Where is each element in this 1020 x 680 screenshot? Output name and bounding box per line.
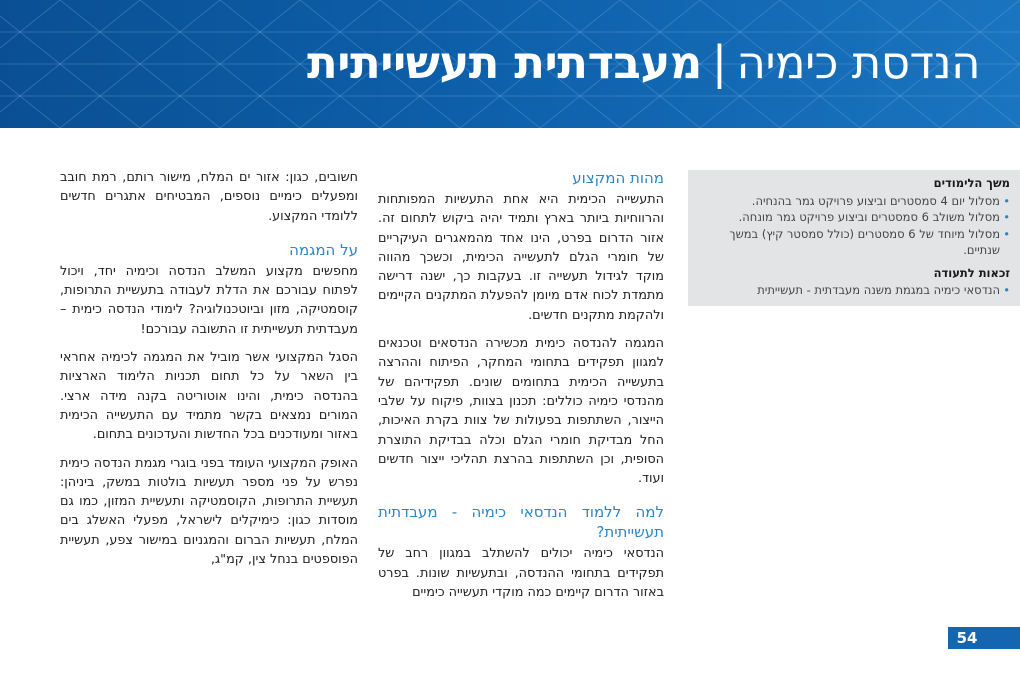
list-item: • מסלול יום 4 סמסטרים וביצוע פרויקט גמר בהנחיה.	[698, 193, 1010, 210]
middle-column	[378, 168, 664, 611]
paragraph: מחפשים מקצוע המשלב הנדסה וכימיה יחד, ויכול לפתוח עבורכם את הדלת לעבודה בתעשיית התרופות, קוסמטיקה, מזון וביוטכנולוגיה? לימודי הנדסה כימית – מעבדתית תעשייתית זו התשובה עבורכם!	[60, 263, 358, 337]
page-title	[307, 28, 980, 98]
title-light: הנדסת כימיה	[736, 36, 980, 89]
list-item: • מסלול משולב 6 סמסטרים וביצוע פרויקט גמר מונחה.	[698, 209, 1010, 226]
list-item: • מסלול מיוחד של 6 סמסטרים (כולל סמסטר קיץ) במשך שנתיים.	[698, 226, 1010, 259]
section-heading-profession: מהות המקצוע	[572, 169, 664, 187]
list-item: • הנדסאי כימיה במגמת משנה מעבדתית - תעשייתית	[698, 282, 1010, 299]
section-heading-why-study: למה ללמוד הנדסאי כימיה - מעבדתית תעשייתית?	[378, 503, 664, 542]
paragraph: האופק המקצועי העומד בפני בוגרי מגמת הנדסה כימית נפרש על פני מספר תעשיות בולטות במשק, ביניהן: תעשיית התרופות, הקוסמטיקה ותעשיית המזון, כמו גם מוסדות כגון: כימיקלים לישראל, מפעלי האשלג בים המלח, תעשיות הברום והמגניום במישור צפע, תעשיית הפוספטים בנחל צין, קמ"ג,	[60, 455, 358, 568]
paragraph: התעשייה הכימית היא אחת התעשיות המפותחות והרווחיות ביותר בארץ ותמיד יהיה ביקוש לתחום זה. אזור הדרום בפרט, הינו אחד מהמאגרים העיקריים של חומרי הגלם לתעשייה הכימית, וכשכך מהווה מוקד לגידול תעשייה זו. בעקבות כך, ישנה דרישה מתמדת לכוח אדם מיומן להפעלת המתקנים הקיימים ולהקמת מתקנים חדשים.	[378, 192, 664, 323]
paragraph-continued: חשובים, כגון: אזור ים המלח, מישור רותם, רמת חובב ומפעלים כימיים נוספים, המבטיחים אתגרים חדשים ללומדי המקצוע.	[60, 170, 358, 224]
paragraph: הסגל המקצועי אשר מוביל את המגמה לכימיה אחראי בין השאר על כל תחום תכניות הלימוד הארציות בהנדסה כימית, והינו אוטוריטה בקנה מידה ארצי. המורים נמצאים בקשר מתמיד עם התעשייה הכימית באזור ומעודכנים בכל החדשות והעדכונים בתחום.	[60, 350, 358, 443]
page-number-bar	[986, 627, 1020, 649]
section-heading-about-track: על המגמה	[289, 240, 358, 259]
title-separator: |	[711, 36, 727, 89]
title-bold: מעבדתית תעשייתית	[306, 36, 702, 89]
left-column	[60, 168, 358, 578]
paragraph: המגמה להנדסה כימית מכשירה הנדסאים וטכנאים למגוון תפקידים בתחומי המחקר, הפיתוח וההרצה בתעשייה הכימית בתחומים שונים. תפקידיהם של מהנדסי כימיה כוללים: תכנון בצוות, פיקוח על שלבי הייצור, השתתפות בפעולות של צוות בקרת האיכות, החל מבדיקת חומרי הגלם וכלה בבדיקת התוצרת הסופית, וכן השתתפות בהרצת תהליכי ייצור חדשים ועוד.	[378, 336, 664, 487]
certificate-list	[698, 282, 1010, 299]
info-box	[688, 170, 1020, 306]
duration-list	[698, 193, 1010, 259]
page-number: 54	[948, 627, 986, 649]
paragraph: הנדסאי כימיה יכולים להשתלב במגוון רחב של תפקידים בתחומי ההנדסה, ובתעשיות שונות. בפרט באזור הדרום קיימים כמה מוקדי תעשייה כימיים	[378, 546, 664, 601]
certificate-heading: זכאות לתעודה	[933, 265, 1010, 280]
duration-heading: משך הלימודים	[933, 176, 1010, 190]
header-banner	[0, 0, 1020, 128]
